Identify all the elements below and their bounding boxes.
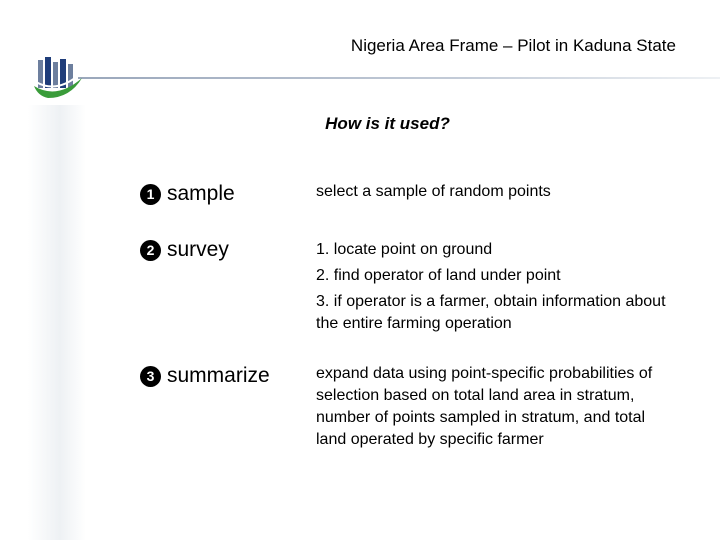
page-title: Nigeria Area Frame – Pilot in Kaduna State [350, 36, 676, 55]
description-line: expand data using point-specific probabilities of selection based on total land area in stratum, number of points sampled in stratum, and total land operated by specific farmer [316, 365, 653, 448]
step-number-badge: 1 [140, 184, 161, 205]
description-line: 1. locate point on ground [316, 241, 493, 258]
description-line: 3. if operator is a farmer, obtain information about the entire farming operation [316, 293, 666, 332]
building-globe-logo-icon [30, 54, 84, 108]
step-description [316, 181, 676, 203]
step-description [316, 363, 666, 451]
step-term-label: survey [167, 238, 229, 261]
title-divider [78, 77, 720, 79]
section-subtitle: How is it used? [325, 114, 450, 133]
description-line: select a sample of random points [316, 183, 551, 200]
step-term-label: summarize [167, 364, 270, 387]
step-term [140, 364, 270, 388]
step-number-badge: 2 [140, 240, 161, 261]
step-term [140, 238, 229, 262]
step-description [316, 237, 676, 335]
step-number-badge: 3 [140, 366, 161, 387]
description-line: 2. find operator of land under point [316, 267, 561, 284]
step-term [140, 182, 235, 206]
decorative-side-strip [28, 105, 86, 540]
step-term-label: sample [167, 182, 235, 205]
